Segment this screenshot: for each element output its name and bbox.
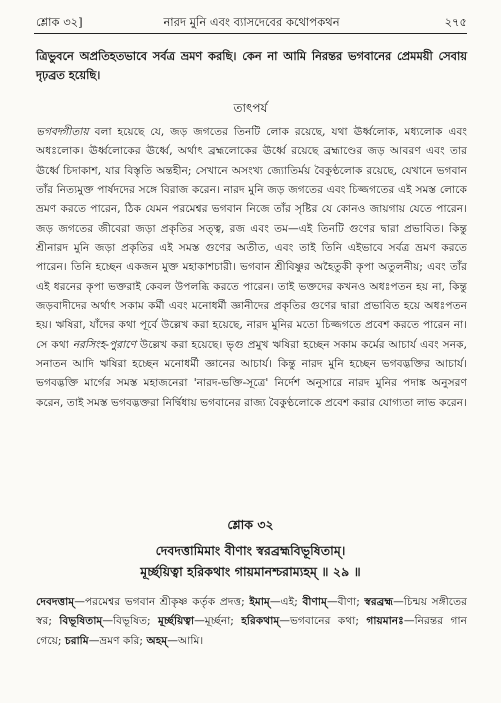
synonym-meaning: —ভ্রমণ করি; [88,633,147,647]
synonym-meaning: —বিভূষিত; [102,614,158,628]
synonym-term: চরামি [64,633,89,647]
verse-number: শ্লোক ৩২ [227,517,274,532]
synonym-meaning: —বীণা; [326,595,365,608]
purport-paragraph [36,122,467,412]
synonym-term: দেবদত্তাম্ [36,595,75,608]
purport-text-part2: উল্লেখ করা হয়েছে। ভৃগু প্রমুখ ঋষিরা হচ্ছেন সকাম কর্মের আচার্য এবং সনক, সনাতন আদি ঋষিরা হচ্ছেন মনোধর্মী জ্ঞানের আচার্য। কিন্তু নারদ মুনি হচ্ছেন ভগবদ্ভক্তির আচার্য। ভগবদ্ভক্তি মার্গের সমস্ত মহাজনেরা 'নারদ-ভক্তি-সূত্রে' নির্দেশ অনুসারে নারদ মুনির পদাঙ্ক অনুসরণ করেন, তাই সমস্ত ভগবদ্ভক্তরা নির্দ্বিধায় ভগবানের রাজ্য বৈকুণ্ঠলোকে প্রবেশ করার যোগ্যতা লাভ করেন। [36,337,467,409]
synonym-term: অহম্ [146,633,168,647]
synonym-term: হরিকথাম্ [241,614,280,628]
synonym-meaning: —ভগবানের কথা; [279,614,367,628]
header-chapter-title: নারদ মুনি এবং ব্যাসদেবের কথোপকথন [163,15,340,29]
synonym-meaning: —আমি। [167,633,204,647]
word-for-word-synonyms [36,592,467,650]
header-rule [34,33,467,34]
synonym-term: স্বরব্রহ্ম [364,595,394,608]
sanskrit-verse [0,540,501,582]
translation-text: ত্রিভুবনে অপ্রতিহতভাবে সর্বত্র ভ্রমণ করছি। কেন না আমি নিরন্তর ভগবানের প্রেমময়ী সেবায় দৃঢ়ব্রত হয়েছি। [36,49,467,82]
synonym-term: বিভূষিতাম্ [59,614,103,628]
header-verse-ref: শ্লোক ৩২] [36,15,83,29]
verse-line-2: মূর্চ্ছয়িত্বা হরিকথাং গায়মানশ্চরাম্যহম্ ॥ ২৯ ॥ [140,564,361,579]
purport-heading: তাৎপর্য [233,101,268,115]
synonym-meaning: —এই; [269,595,303,608]
synonym-meaning: —পরমেশ্বর ভগবান শ্রীকৃষ্ণ কর্তৃক প্রদত্ত; [74,595,250,608]
synonym-meaning: —নিরন্তর গান গেয়ে; [36,614,467,647]
purport-text-part1: বলা হয়েছে যে, জড় জগতের তিনটি লোক রয়েছে, যথা ঊর্ধ্বলোক, মধ্যলোক এবং অধঃলোক। ঊর্ধ্বলোকের ঊর্ধ্বে, অর্থাৎ ব্রহ্মলোকের ঊর্ধ্বে রয়েছে ব্রহ্মাণ্ডের জড় আবরণ এবং তার ঊর্ধ্বে চিদাকাশ, যার বিস্তৃতি অন্তহীন; সেখানে অসংখ্য জ্যোতির্ময় বৈকুণ্ঠলোক রয়েছে, যেখানে ভগবান তাঁর নিত্যমুক্ত পার্ষদদের সঙ্গে বিরাজ করেন। নারদ মুনি জড় জগতের এবং চিজ্জগতের এই সমস্ত লোকে ভ্রমণ করতে পারেন, ঠিক যেমন পরমেশ্বর ভগবান নিজে তাঁর সৃষ্টির যে কোনও জায়গায় যেতে পারেন। জড় জগতের জীবেরা জড়া প্রকৃতির সত্ত্ব, রজ এবং তম—এই তিনটি গুণের দ্বারা প্রভাবিত। কিন্তু শ্রীনারদ মুনি জড়া প্রকৃতির এই সমস্ত গুণের অতীত, এবং তাই তিনি এইভাবে সর্বত্র ভ্রমণ করতে পারেন। তিনি হচ্ছেন একজন মুক্ত মহাকাশচারী। ভগবান শ্রীবিষ্ণুর অহৈতুকী কৃপা অতুলনীয়; এবং তাঁর এই ধরনের কৃপা ভক্তরাই কেবল উপলব্ধি করতে পারেন। তাই ভক্তদের কখনও অধঃপতন হয় না, কিন্তু জড়বাদীদের অর্থাৎ সকাম কর্মী এবং মনোধর্মী জ্ঞানীদের প্রকৃতির গুণের দ্বারা প্রভাবিত হয়ে অধঃপতন হয়। ঋষিরা, যাঁদের কথা পূর্বে উল্লেখ করা হয়েছে, নারদ মুনির মতো চিজ্জগতে প্রবেশ করতে পারেন না। সে কথা [36,125,467,351]
verse-line-1: দেবদত্তামিমাং বীণাং স্বরব্রহ্মবিভূষিতাম্। [155,543,346,558]
synonym-term: ইমাম্ [249,595,270,608]
purport-italic-source: ভগবদ্গীতায় [36,125,89,138]
synonym-term: মূর্চ্ছয়িত্বা [157,614,195,628]
purport-italic-reference: নরসিংহ-পুরাণে [72,337,136,351]
synonym-meaning: —চিন্ময় সঙ্গীতের স্বর; [36,595,467,628]
synonym-term: বীণাম্ [302,595,327,608]
purport-body [36,122,467,412]
synonym-meaning: —মূর্চ্ছনা; [194,614,242,628]
synonym-term: গায়মানঃ [366,614,404,628]
page-number: ২৭৫ [444,15,467,29]
